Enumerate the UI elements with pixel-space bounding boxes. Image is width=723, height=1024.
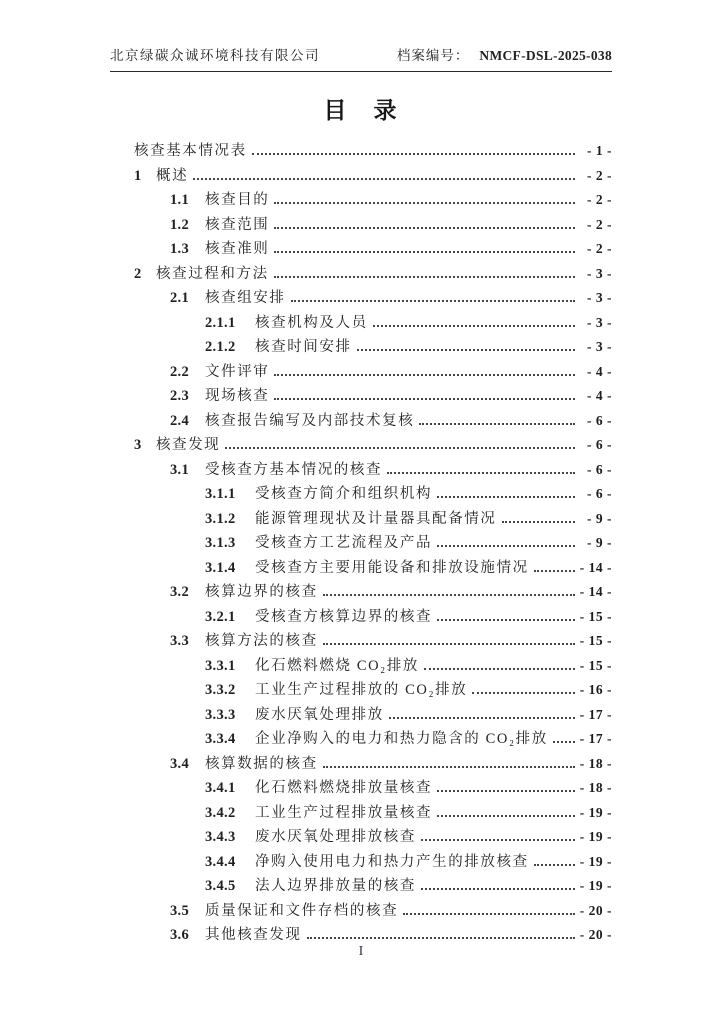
footer-page-number: I: [358, 944, 364, 959]
toc-entry-number: 3.1.3: [205, 535, 236, 551]
dot-leader-icon: [274, 398, 575, 400]
toc-entry-page: - 16 -: [579, 682, 612, 697]
toc-entry-page: - 15 -: [579, 608, 612, 624]
toc-entry[interactable]: [110, 678, 612, 703]
toc-entry-number: 2.1: [170, 290, 190, 306]
toc-entry[interactable]: [110, 825, 612, 850]
toc-entry-page: - 2 -: [587, 216, 612, 232]
toc-entry-page: - 19 -: [579, 804, 612, 820]
toc-entry-page: - 3 -: [587, 265, 612, 281]
toc-entry-label: 核查组安排: [205, 290, 286, 306]
toc-entry-label: 其他核查发现: [205, 927, 302, 943]
toc-entry[interactable]: [110, 262, 612, 287]
archive-number-value: NMCF-DSL-2025-038: [479, 48, 612, 63]
dot-leader-icon: [387, 472, 575, 474]
toc-entry-number: 2.2: [170, 363, 190, 380]
toc-entry-number: 3.3.3: [205, 706, 236, 723]
dot-leader-icon: [389, 717, 575, 719]
dot-leader-icon: [323, 594, 575, 596]
company-name: 北京绿碳众诚环境科技有限公司: [110, 48, 320, 63]
toc-entry-page: - 15 -: [579, 657, 612, 673]
page-content: [110, 46, 612, 948]
toc-entry-label: 净购入使用电力和热力产生的排放核查: [255, 853, 529, 870]
toc-entry-page: - 17 -: [579, 706, 612, 722]
toc-entry-page: - 14 -: [579, 559, 612, 575]
toc-entry-page: - 6 -: [587, 437, 612, 452]
dot-leader-icon: [534, 570, 575, 572]
toc-entry-label: 现场核查: [205, 388, 270, 404]
dot-leader-icon: [274, 227, 575, 229]
toc-entry[interactable]: [110, 752, 612, 777]
toc-entry-label: 核查报告编写及内部技术复核: [205, 412, 415, 429]
dot-leader-icon: [437, 545, 575, 547]
toc-entry[interactable]: [110, 409, 612, 434]
toc-entry-label: 受核查方基本情况的核查: [205, 461, 383, 478]
toc-entry-number: 1.2: [170, 216, 190, 233]
toc-entry-number: 3.6: [170, 927, 190, 943]
toc-entry-number: 3.4.5: [205, 878, 236, 894]
toc-entry-label: 工业生产过程排放量核查: [255, 804, 433, 821]
toc-entry-number: 1.3: [170, 241, 190, 257]
toc-entry-page: - 19 -: [579, 878, 612, 893]
toc-entry[interactable]: [110, 629, 612, 654]
toc-entry-page: - 4 -: [587, 388, 612, 403]
dot-leader-icon: [274, 202, 575, 204]
toc-entry-label: 质量保证和文件存档的核查: [205, 902, 399, 919]
toc-entry-label: 核查发现: [156, 437, 221, 453]
dot-leader-icon: [323, 643, 575, 645]
archive-number-label: 档案编号：: [396, 48, 470, 63]
dot-leader-icon: [437, 496, 575, 498]
toc-entry-page: - 9 -: [587, 535, 612, 550]
toc-entry-page: - 6 -: [587, 486, 612, 501]
toc-title: 目 录: [323, 98, 399, 123]
toc-entry[interactable]: [110, 776, 612, 801]
toc-entry-label: 受核查方简介和组织机构: [255, 486, 433, 502]
toc-entry-number: 3.1.4: [205, 559, 236, 576]
toc-entry-number: 3.3.1: [205, 657, 236, 674]
dot-leader-icon: [403, 913, 575, 915]
toc-entry-label: 核查基本情况表: [134, 143, 247, 159]
toc-entry[interactable]: [110, 580, 612, 605]
dot-leader-icon: [225, 447, 575, 449]
toc-entry-page: - 20 -: [579, 902, 612, 918]
page-header: [110, 46, 612, 72]
toc-entry-label: 核算方法的核查: [205, 633, 318, 649]
dot-leader-icon: [291, 300, 576, 302]
toc-entry-label: 核查过程和方法: [156, 265, 269, 282]
toc-entry-number: 2.4: [170, 412, 190, 429]
toc-entry[interactable]: [110, 458, 612, 483]
toc-entry-label: 工业生产过程排放的 CO₂排放: [255, 682, 468, 698]
toc-entry-number: 3.1.1: [205, 486, 236, 502]
toc-entry-page: - 6 -: [587, 412, 612, 428]
toc-entry[interactable]: [110, 311, 612, 336]
toc-entry[interactable]: [110, 482, 612, 507]
toc-entry-page: - 4 -: [587, 363, 612, 379]
toc-entry-number: 3.4.2: [205, 804, 236, 821]
toc-entry-number: 3.2.1: [205, 608, 236, 625]
toc-entry-label: 核算边界的核查: [205, 584, 318, 600]
toc-entry-number: 2.1.1: [205, 314, 236, 331]
toc-entry-page: - 19 -: [579, 829, 612, 844]
toc-entry-label: 受核查方核算边界的核查: [255, 608, 433, 625]
dot-leader-icon: [307, 937, 575, 939]
toc-entry-label: 化石燃料燃烧 CO₂排放: [255, 657, 420, 674]
dot-leader-icon: [419, 423, 575, 425]
toc-entry-number: 3.3: [170, 633, 190, 649]
dot-leader-icon: [274, 276, 575, 278]
toc-entry-label: 核查准则: [205, 241, 270, 257]
toc-entry-label: 概述: [156, 167, 189, 184]
dot-leader-icon: [373, 325, 575, 327]
toc-entry-page: - 2 -: [587, 192, 612, 207]
toc-entry[interactable]: [110, 164, 612, 189]
toc-entry[interactable]: [110, 213, 612, 238]
toc-entry-page: - 17 -: [579, 731, 612, 746]
toc-entry[interactable]: [110, 188, 612, 213]
dot-leader-icon: [421, 839, 575, 841]
toc-entry-number: 3.4.4: [205, 853, 236, 870]
toc-entry-number: 3.2: [170, 584, 190, 600]
toc-entry-page: - 18 -: [579, 755, 612, 771]
toc-entry-label: 核算数据的核查: [205, 755, 318, 772]
dot-leader-icon: [534, 864, 575, 866]
toc-entry-number: 2: [134, 265, 142, 282]
toc-entry[interactable]: [110, 139, 612, 164]
toc-entry-label: 化石燃料燃烧排放量核查: [255, 780, 433, 796]
toc-entry-page: - 15 -: [579, 633, 612, 648]
dot-leader-icon: [323, 766, 575, 768]
toc-entry-label: 废水厌氧处理排放核查: [255, 829, 416, 845]
toc-entry-page: - 19 -: [579, 853, 612, 869]
toc-entry[interactable]: [110, 727, 612, 752]
dot-leader-icon: [274, 374, 575, 376]
toc-entry[interactable]: [110, 433, 612, 458]
dot-leader-icon: [437, 815, 575, 817]
toc-entry-label: 核查机构及人员: [255, 314, 368, 331]
toc-entry-number: 3.4.1: [205, 780, 236, 796]
dot-leader-icon: [424, 668, 575, 670]
toc-entry-number: 3.1.2: [205, 510, 236, 527]
toc-entry[interactable]: [110, 654, 612, 679]
toc-entry[interactable]: [110, 335, 612, 360]
toc-entry-label: 核查时间安排: [255, 339, 352, 355]
toc-entry-page: - 6 -: [587, 461, 612, 477]
toc-entry[interactable]: [110, 899, 612, 924]
toc-entry[interactable]: [110, 237, 612, 262]
toc-entry[interactable]: [110, 703, 612, 728]
toc-entry-page: - 3 -: [587, 290, 612, 305]
dot-leader-icon: [553, 741, 575, 743]
toc-entry-number: 2.3: [170, 388, 190, 404]
toc-entry-page: - 2 -: [587, 167, 612, 183]
toc-entry-number: 3.5: [170, 902, 190, 919]
toc-entry[interactable]: [110, 286, 612, 311]
toc-entry-page: - 1 -: [587, 143, 612, 158]
toc-entry-page: - 2 -: [587, 241, 612, 256]
toc-entry-page: - 18 -: [579, 780, 612, 795]
toc-entry[interactable]: [110, 556, 612, 581]
dot-leader-icon: [437, 619, 575, 621]
toc-entry-number: 3.1: [170, 461, 190, 478]
toc-entry-page: - 3 -: [587, 314, 612, 330]
dot-leader-icon: [502, 521, 576, 523]
toc-entry-label: 核查目的: [205, 192, 270, 208]
dot-leader-icon: [472, 692, 575, 694]
toc-entry[interactable]: [110, 507, 612, 532]
dot-leader-icon: [252, 153, 575, 155]
toc-entry-page: - 20 -: [579, 927, 612, 942]
toc-entry-label: 企业净购入的电力和热力隐含的 CO₂排放: [255, 731, 548, 747]
toc-entry[interactable]: [110, 384, 612, 409]
toc-entry-number: 2.1.2: [205, 339, 236, 355]
toc-entry-number: 3.4: [170, 755, 190, 772]
toc-entry-label: 核查范围: [205, 216, 270, 233]
toc-list: [110, 139, 612, 948]
toc-entry-number: 3.4.3: [205, 829, 236, 845]
toc-entry-page: - 9 -: [587, 510, 612, 526]
toc-entry-label: 文件评审: [205, 363, 270, 380]
toc-entry-label: 废水厌氧处理排放: [255, 706, 384, 723]
dot-leader-icon: [193, 178, 575, 180]
toc-entry[interactable]: [110, 850, 612, 875]
toc-entry-label: 受核查方主要用能设备和排放设施情况: [255, 559, 529, 576]
toc-entry-page: - 3 -: [587, 339, 612, 354]
toc-entry[interactable]: [110, 531, 612, 556]
toc-entry[interactable]: [110, 360, 612, 385]
dot-leader-icon: [357, 349, 575, 351]
dot-leader-icon: [421, 888, 575, 890]
toc-entry-number: 3.3.4: [205, 731, 236, 747]
toc-entry-label: 法人边界排放量的核查: [255, 878, 416, 894]
toc-entry[interactable]: [110, 801, 612, 826]
toc-entry[interactable]: [110, 605, 612, 630]
toc-entry-page: - 14 -: [579, 584, 612, 599]
toc-entry-number: 1.1: [170, 192, 190, 208]
dot-leader-icon: [274, 251, 575, 253]
toc-entry-label: 能源管理现状及计量器具配备情况: [255, 510, 497, 527]
toc-entry-number: 3: [134, 437, 142, 453]
toc-entry-number: 1: [134, 167, 142, 184]
toc-entry[interactable]: [110, 874, 612, 899]
toc-entry-label: 受核查方工艺流程及产品: [255, 535, 433, 551]
archive-field: [397, 46, 612, 66]
dot-leader-icon: [437, 790, 575, 792]
toc-entry-number: 3.3.2: [205, 682, 236, 698]
